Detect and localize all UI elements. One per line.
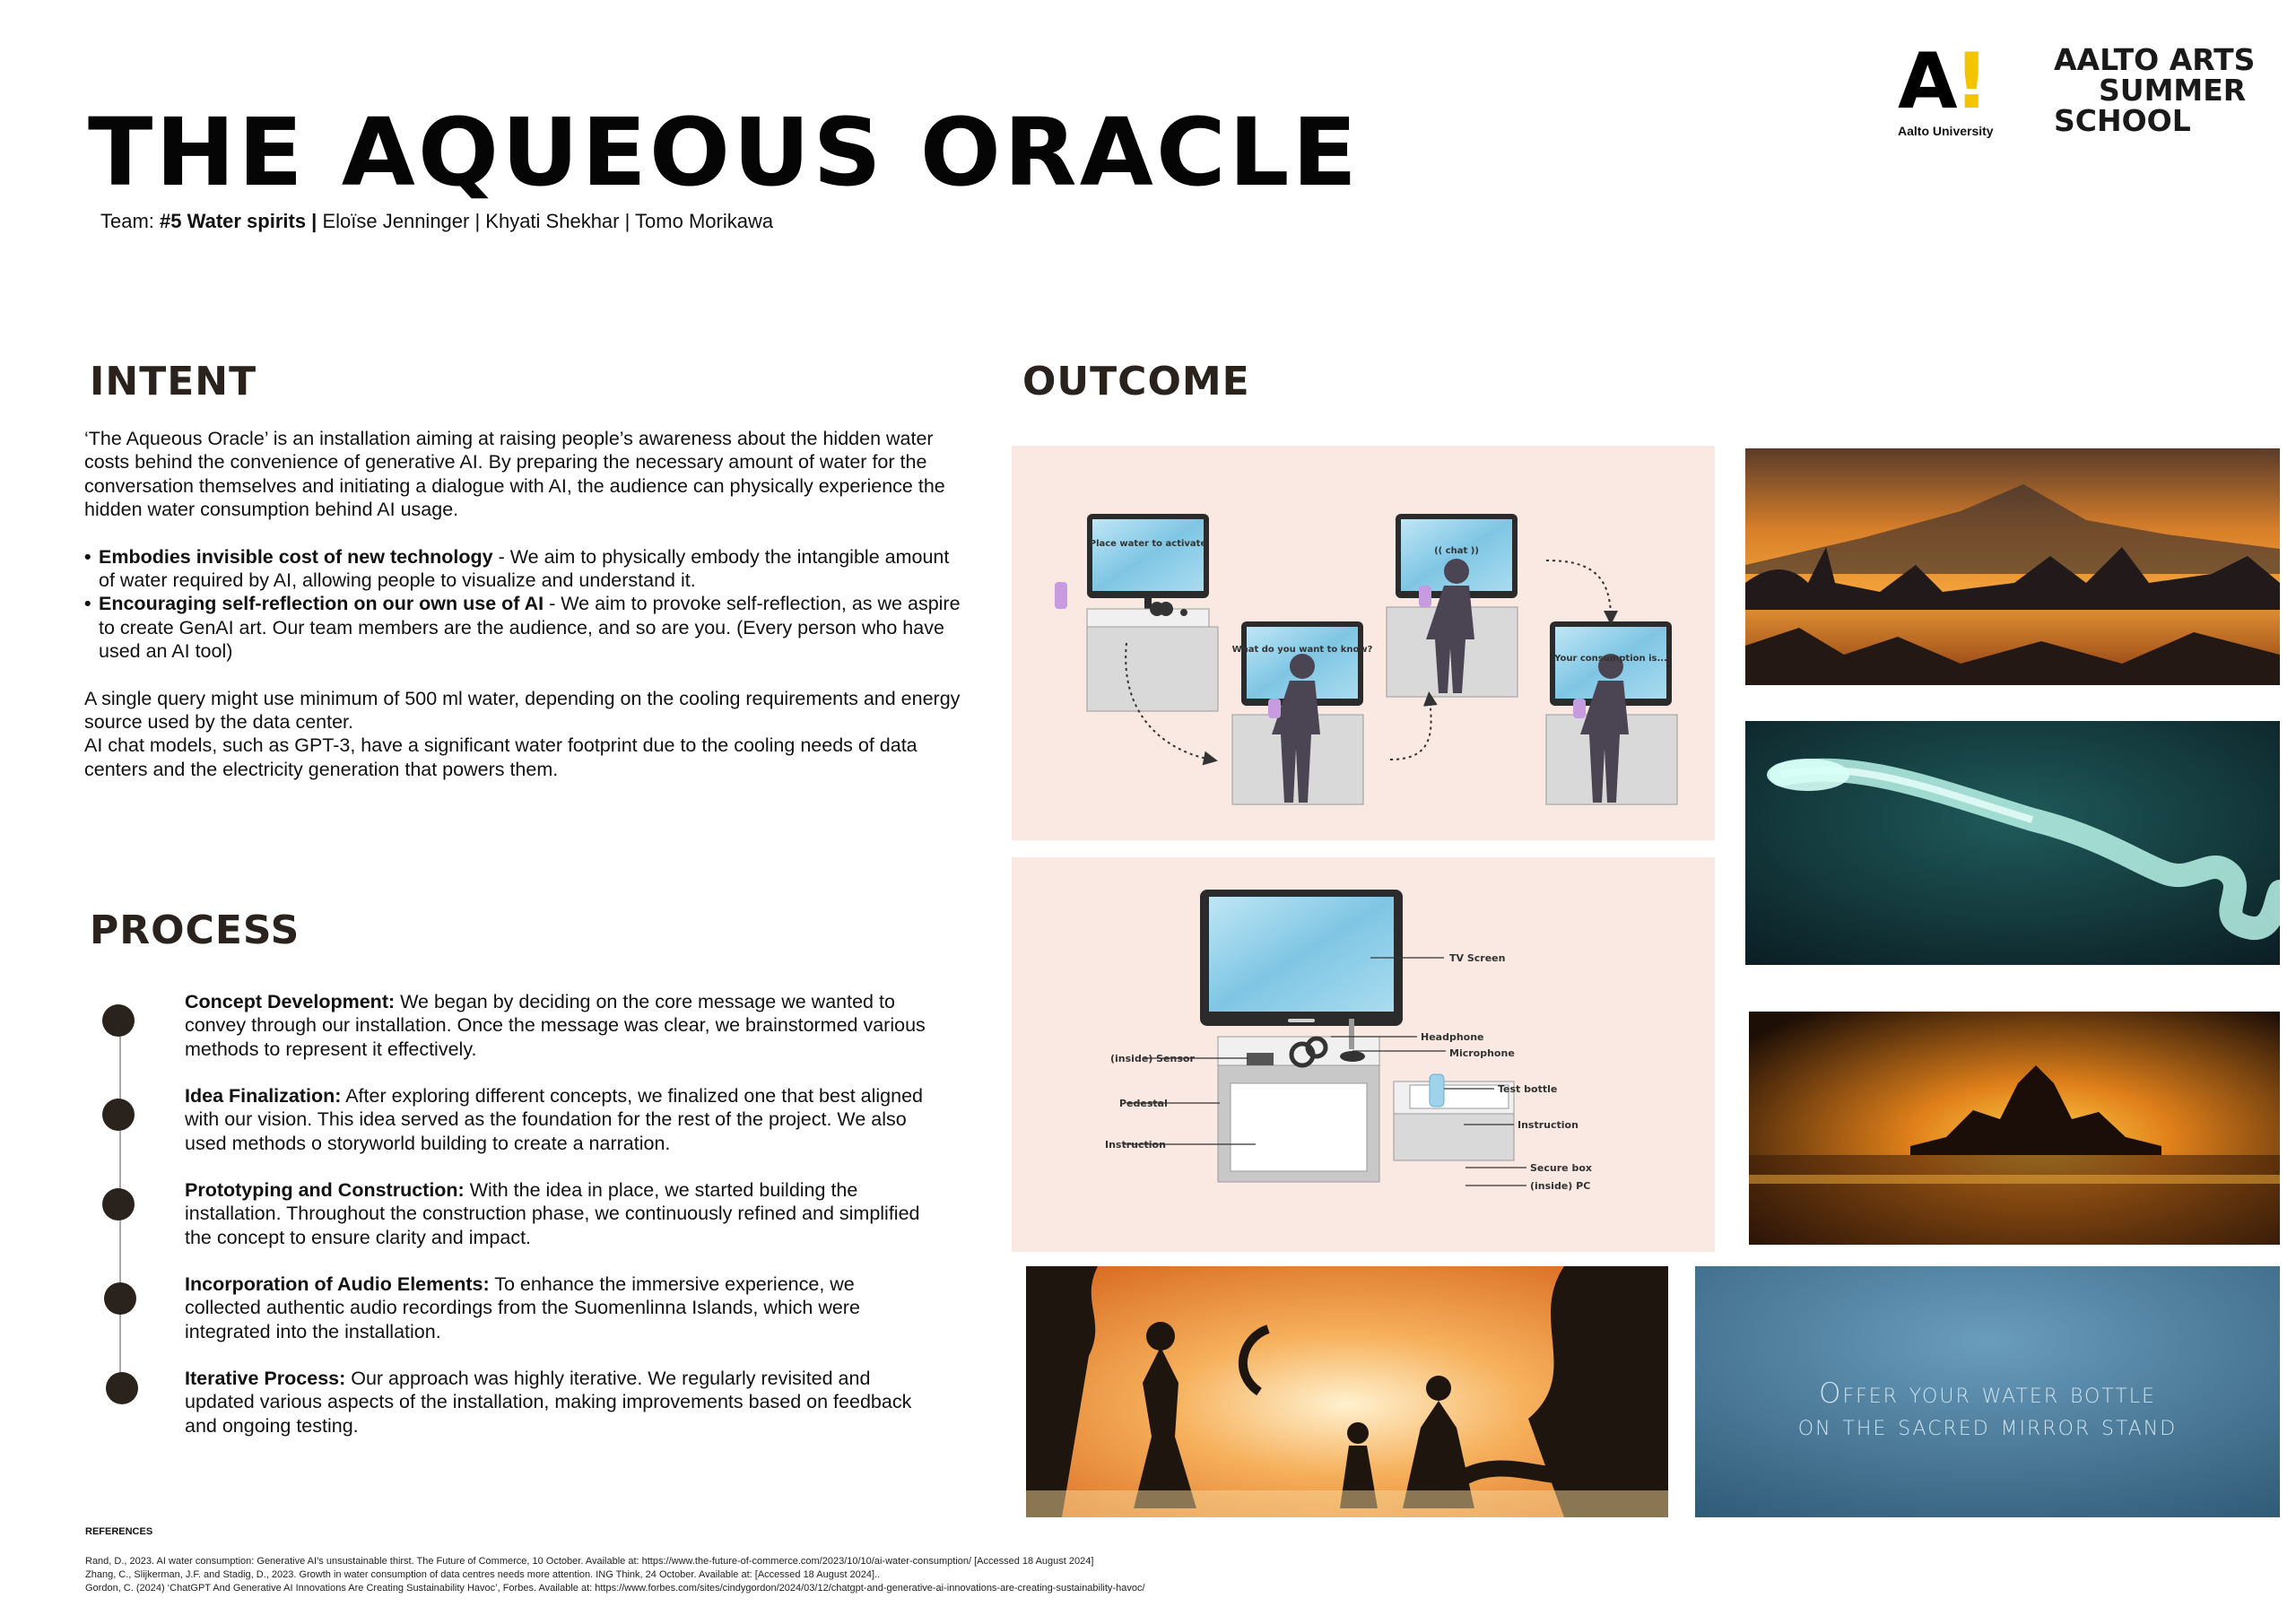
reference-item: Zhang, C., Slijkerman, J.F. and Stadig, D., 2023. Growth in water consumption of data centres needs more attention. ING Think, 24 October. Available at: [Accessed 18 August 2024].. <box>85 1569 881 1580</box>
step-title: Incorporation of Audio Elements: <box>185 1273 490 1295</box>
timeline-dot <box>102 1188 135 1220</box>
intent-paragraph-2: A single query might use minimum of 500 ml water, depending on the cooling requirements and energy source used by the data center. <box>84 687 961 734</box>
process-step <box>185 1273 929 1343</box>
intent-bullet <box>84 545 963 593</box>
aalto-logo-mark: ! <box>1953 37 1989 126</box>
summer-school-logo <box>2054 42 2256 138</box>
process-step <box>185 1084 929 1155</box>
team-members: Eloïse Jenninger | Khyati Shekhar | Tomo Morikawa <box>322 210 774 232</box>
sunset-temple-image <box>1745 448 2280 685</box>
bullet-title: Embodies invisible cost of new technology <box>99 545 493 568</box>
summer-school-line3: SCHOOL <box>2054 103 2191 138</box>
offer-bottle-banner <box>1695 1266 2280 1517</box>
offer-line-2: on the sacred mirror stand <box>1797 1410 2178 1442</box>
team-prefix: Team: <box>100 210 154 232</box>
step-text: After exploring different concepts, we finalized one that best aligned with our vision. This idea served as the foundation for the rest of the project. We also used methods o storyworld building to create a narration. <box>185 1085 924 1154</box>
intent-paragraph-1: ‘The Aqueous Oracle’ is an installation aiming at raising people’s awareness about the hidden water costs behind the convenience of generative AI. By preparing the necessary amount of water for the conversation themselves and initiating a dialogue with AI, the audience can physically experience the hidden water consumption behind AI usage. <box>84 428 945 521</box>
poster-title: THE AQUEOUS ORACLE <box>88 98 1361 207</box>
label-tv-screen: TV Screen <box>1449 952 1506 964</box>
step-title: Prototyping and Construction: <box>185 1179 465 1201</box>
step-text: Our approach was highly iterative. We regularly revisited and updated various aspects of the installation, making improvements based on feedback and ongoing testing. <box>185 1368 912 1437</box>
timeline-dot <box>102 1004 135 1037</box>
glowing-serpent-image <box>1745 721 2280 965</box>
step-title: Idea Finalization: <box>185 1085 342 1107</box>
summer-school-line1: AALTO ARTS <box>2054 42 2256 77</box>
user-flow-panel <box>1012 446 1715 840</box>
references-heading: REFERENCES <box>85 1526 153 1537</box>
summer-school-line2: SUMMER <box>2099 73 2247 108</box>
label-instruction-left: Instruction <box>1105 1139 1166 1151</box>
station-3 <box>1387 514 1518 697</box>
installation-diagram-panel <box>1012 857 1715 1252</box>
label-test-bottle: Test bottle <box>1498 1083 1558 1095</box>
references-list <box>85 1555 1145 1595</box>
step-text: With the idea in place, we started building the installation. Throughout the construction phase, we continuously refined and simplified the concept to ensure clarity and impact. <box>185 1179 920 1248</box>
label-sensor: (inside) Sensor <box>1110 1053 1195 1064</box>
flow-screen-1: Place water to activate <box>1089 539 1207 549</box>
process-heading: PROCESS <box>90 908 300 953</box>
process-step <box>185 1178 929 1249</box>
timeline-dot <box>104 1282 136 1315</box>
intent-bullet-list <box>84 545 963 664</box>
timeline-dot <box>106 1372 138 1404</box>
outcome-heading: OUTCOME <box>1022 359 1250 404</box>
team-line <box>100 210 773 233</box>
flow-screen-3: (( chat )) <box>1434 546 1479 556</box>
offer-line-1: Offer your water bottle <box>1819 1377 2156 1410</box>
label-pedestal: Pedestal <box>1119 1098 1168 1109</box>
label-headphone: Headphone <box>1421 1031 1484 1043</box>
aalto-university-logo <box>1898 37 2005 138</box>
reference-item: Rand, D., 2023. AI water consumption: Generative AI’s unsustainable thirst. The Future of Commerce, 10 October. Available at: https://www.the-future-of-commerce.com/2023/10/10/ai-water-consumption/ [Accessed 18 August 2024] <box>85 1556 1094 1567</box>
silhouette-story-image <box>1026 1266 1668 1517</box>
intent-paragraph-3: AI chat models, such as GPT-3, have a significant water footprint due to the cooling needs of data centers and the electricity generation that powers them. <box>84 734 918 780</box>
bullet-text: - We aim to physically embody the intangible amount of water required by AI, allowing people to visualize and understand it. <box>99 545 950 592</box>
step-text: We began by deciding on the core message we wanted to convey through our installation. Once the message was clear, we brainstormed various methods to represent it effectively. <box>185 991 926 1060</box>
bullet-title: Encouraging self-reflection on our own use of AI <box>99 593 544 615</box>
step-title: Concept Development: <box>185 991 396 1012</box>
label-pc: (inside) PC <box>1530 1180 1591 1192</box>
intent-bullet <box>84 592 963 663</box>
process-step <box>185 1367 929 1438</box>
intent-heading: INTENT <box>90 359 257 404</box>
reference-item: Gordon, C. (2024) ‘ChatGPT And Generative AI Innovations Are Creating Sustainability Havoc’, Forbes. Available at: https://www.forbes.com/sites/cindygordon/2024/03/12/chatgpt-and-generative-ai-innovations-are-creating-sustainability-havoc/ <box>85 1583 1145 1594</box>
label-secure-box: Secure box <box>1530 1162 1592 1174</box>
step-title: Iterative Process: <box>185 1368 346 1389</box>
golden-temple-image <box>1749 1012 2280 1245</box>
station-4 <box>1546 621 1677 804</box>
step-text: To enhance the immersive experience, we collected authentic audio recordings from the Suomenlinna Islands, which were integrated into the installation. <box>185 1273 860 1342</box>
flow-screen-4: Your consumption is... <box>1554 654 1667 664</box>
process-step <box>185 990 929 1061</box>
aalto-logo-letter: A <box>1898 37 1958 126</box>
installation-diagram <box>1012 857 1715 1252</box>
label-instruction-right: Instruction <box>1518 1119 1578 1131</box>
user-flow-illustration <box>1012 446 1715 840</box>
aalto-logo-caption: Aalto University <box>1898 124 1994 138</box>
team-name: #5 Water spirits | <box>160 210 317 232</box>
bullet-text: - We aim to provoke self-reflection, as we aspire to create GenAI art. Our team members are the audience, and so are you. (Every person who have used an AI tool) <box>99 593 961 663</box>
intent-body <box>84 427 963 781</box>
timeline-dot <box>102 1099 135 1131</box>
flow-screen-2: What do you want to know? <box>1231 645 1373 655</box>
offer-text <box>1695 1377 2280 1442</box>
label-microphone: Microphone <box>1449 1047 1515 1059</box>
